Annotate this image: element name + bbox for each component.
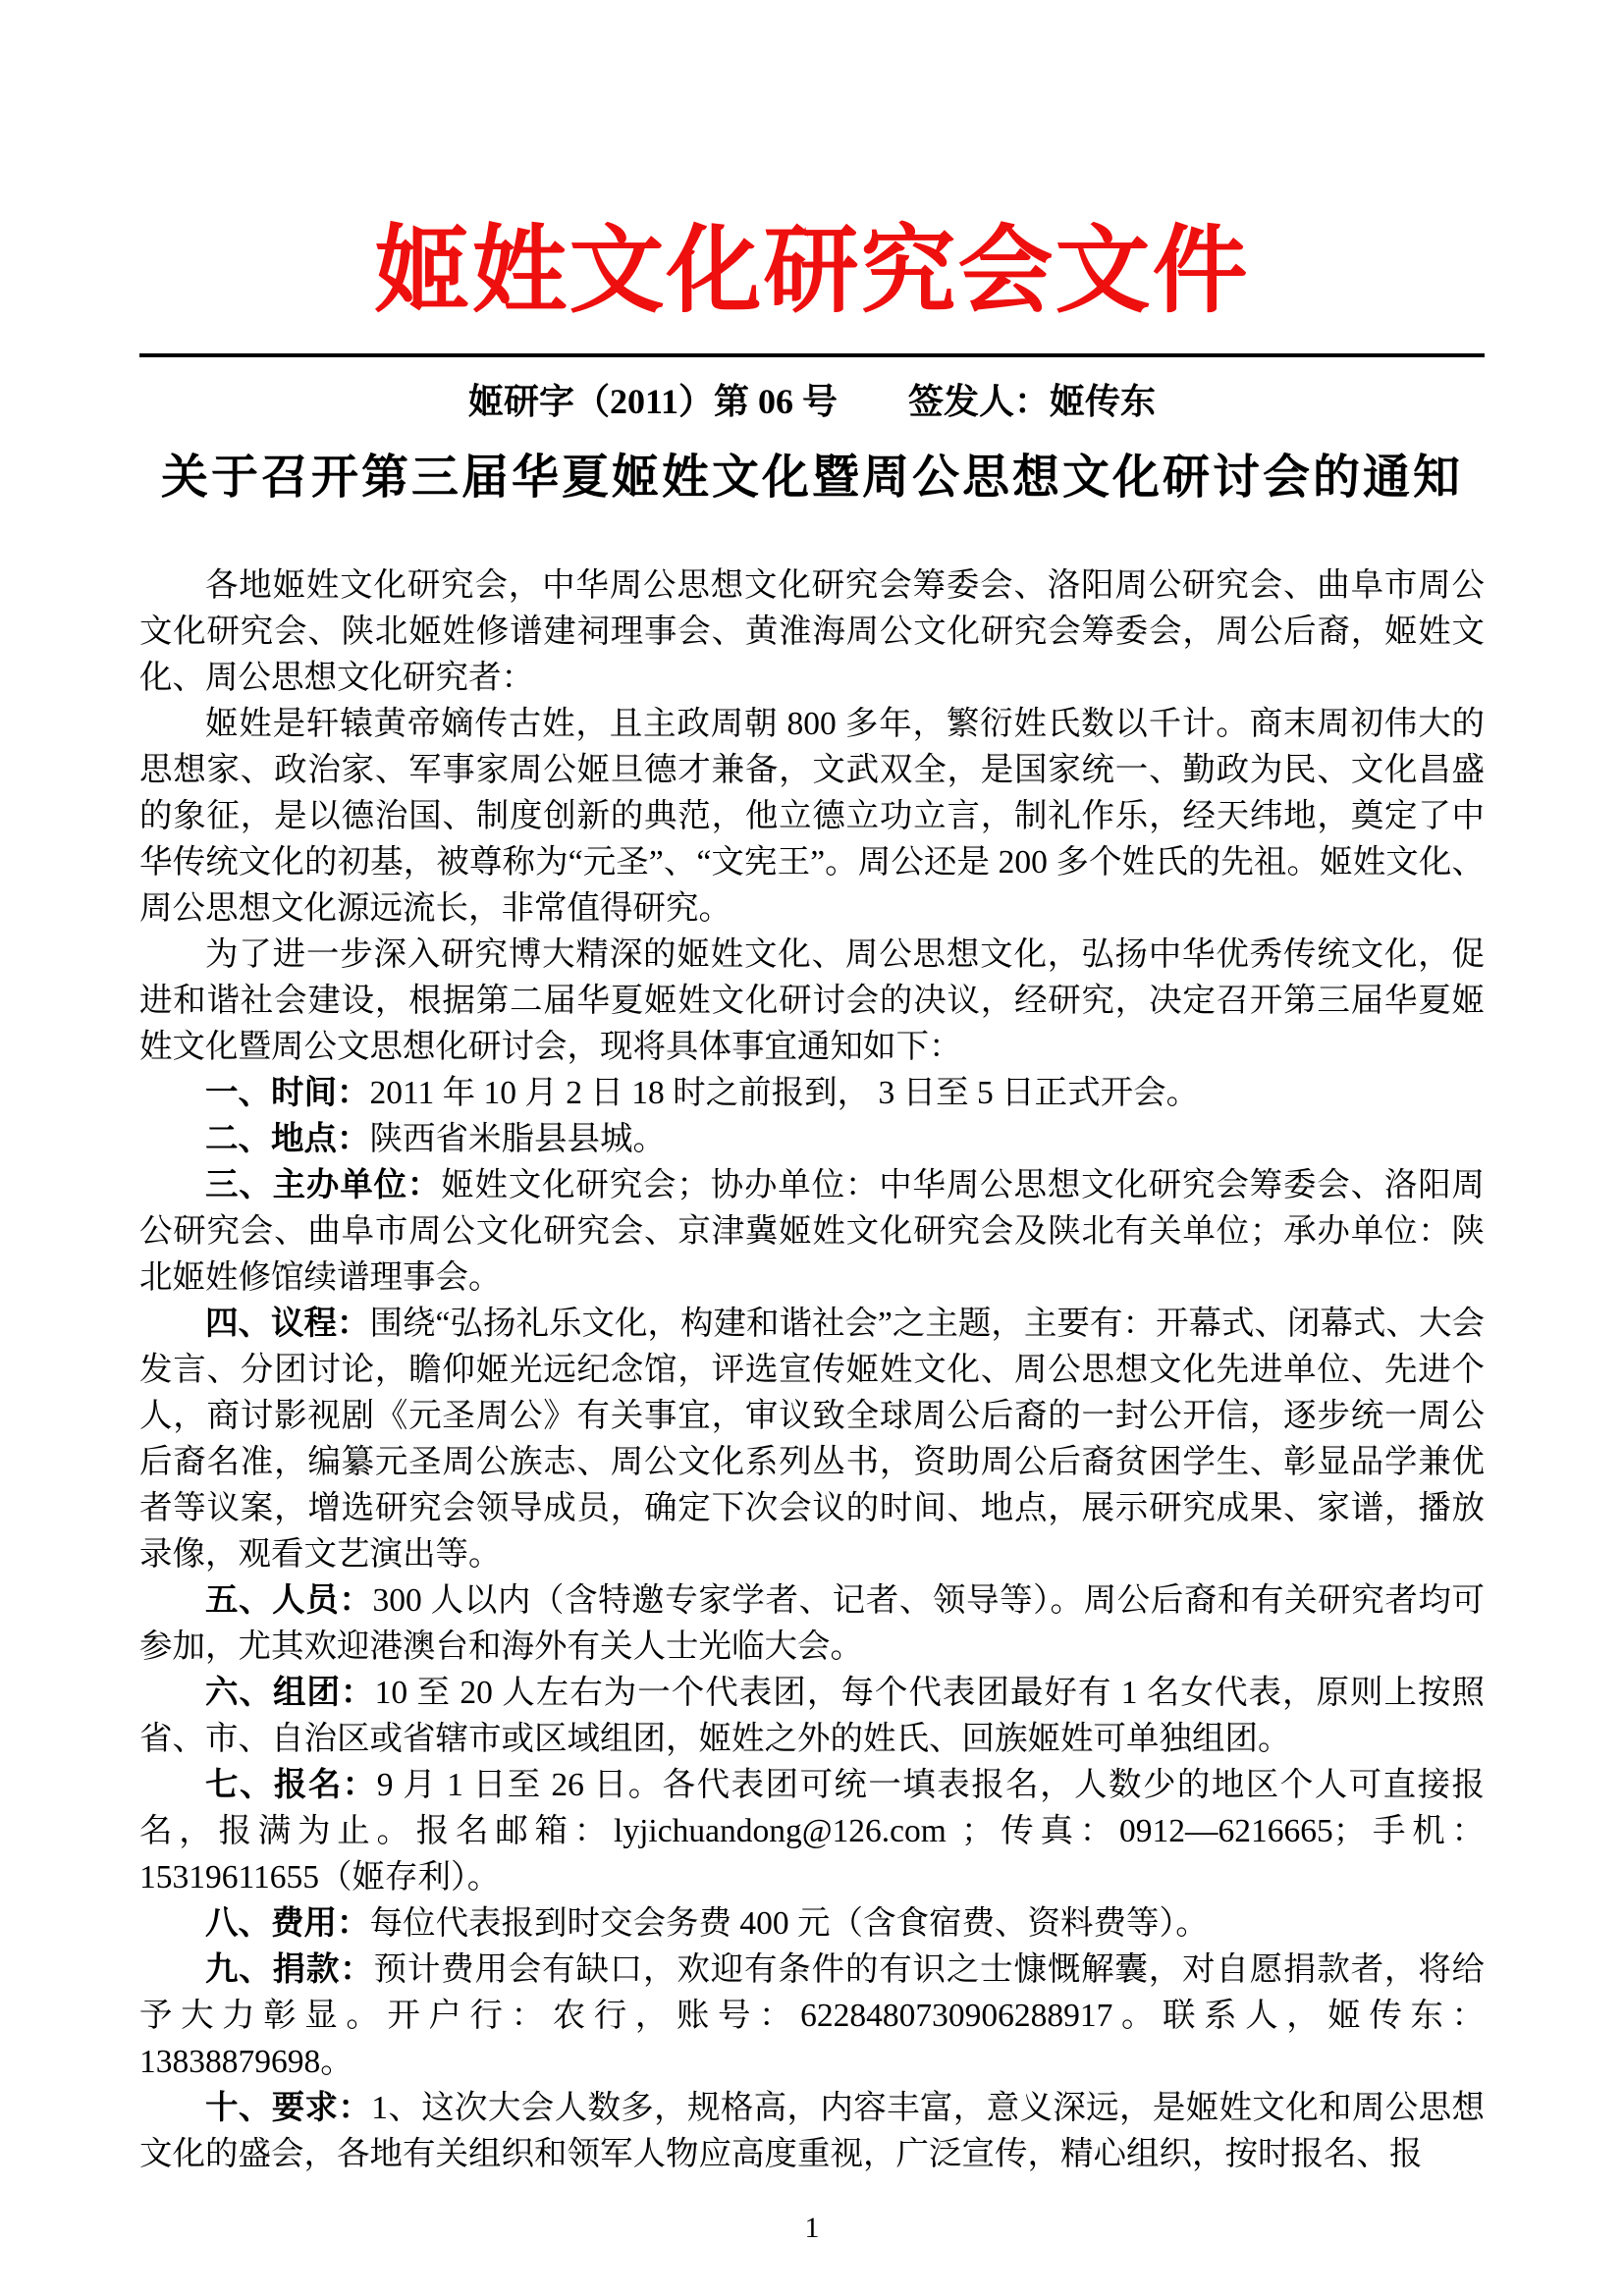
paragraph-text: 陕西省米脂县县城。 bbox=[369, 1121, 666, 1158]
item-label: 三、主办单位： bbox=[205, 1167, 442, 1204]
paragraph-text: 每位代表报到时交会务费 400 元（含食宿费、资料费等）。 bbox=[369, 1905, 1209, 1943]
paragraph-text: 2011 年 10 月 2 日 18 时之前报到， 3 日至 5 日正式开会。 bbox=[369, 1075, 1200, 1112]
masthead-title: 姬姓文化研究会文件 bbox=[374, 219, 1250, 324]
paragraph bbox=[139, 1762, 1485, 1900]
item-label: 八、费用： bbox=[205, 1905, 370, 1943]
paragraph-text: 姬姓文化研究会；协办单位：中华周公思想文化研究会筹委会、洛阳周公研究会、曲阜市周公文化研究会、京津冀姬姓文化研究会及陕北有关单位；承办单位：陕北姬姓修馆续谱理事会。 bbox=[139, 1167, 1486, 1297]
paragraph bbox=[139, 1162, 1485, 1301]
paragraph-text: 10 至 20 人左右为一个代表团，每个代表团最好有 1 名女代表，原则上按照省、市、自治区或省辖市或区域组团，姬姓之外的姓氏、回族姬姓可单独组团。 bbox=[139, 1675, 1486, 1758]
doc-number-line bbox=[139, 379, 1485, 425]
paragraph-text: 各地姬姓文化研究会，中华周公思想文化研究会筹委会、洛阳周公研究会、曲阜市周公文化研究会、陕北姬姓修谱建祠理事会、黄淮海周公文化研究会筹委会，周公后裔，姬姓文化、周公思想文化研究者： bbox=[139, 567, 1485, 697]
paragraph-text: 预计费用会有缺口，欢迎有条件的有识之士慷慨解囊，对自愿捐款者，将给予大力彰显。开户行：农行，账号：6228480730906288917。联系人，姬传东：13838879698。 bbox=[139, 1951, 1486, 2081]
paragraph bbox=[139, 1947, 1485, 2085]
item-label: 四、议程： bbox=[205, 1306, 370, 1343]
paragraph bbox=[139, 1577, 1485, 1670]
document-body bbox=[139, 562, 1485, 2177]
item-label: 七、报名： bbox=[205, 1767, 377, 1804]
item-label: 一、时间： bbox=[205, 1075, 370, 1112]
issuer: 签发人：姬传东 bbox=[908, 382, 1157, 422]
masthead-divider bbox=[139, 353, 1485, 357]
paragraph-text: 300 人以内（含特邀专家学者、记者、领导等）。周公后裔和有关研究者均可参加，尤其欢迎港澳台和海外有关人士光临大会。 bbox=[139, 1582, 1486, 1666]
paragraph-text: 围绕“弘扬礼乐文化，构建和谐社会”之主题，主要有：开幕式、闭幕式、大会发言、分团讨论，瞻仰姬光远纪念馆，评选宣传姬姓文化、周公思想文化先进单位、先进个人，商讨影视剧《元圣周公》有关事宜，审议致全球周公后裔的一封公开信，逐步统一周公后裔名准，编纂元圣周公族志、周公文化系列丛书，资助周公后裔贫困学生、彰显品学兼优者等议案，增选研究会领导成员，确定下次会议的时间、地点，展示研究成果、家谱，播放录像，观看文艺演出等。 bbox=[139, 1306, 1486, 1574]
paragraph bbox=[139, 1116, 1485, 1162]
paragraph bbox=[139, 1670, 1485, 1762]
doc-number: 姬研字（2011）第 06 号 bbox=[467, 382, 838, 422]
document-title: 关于召开第三届华夏姬姓文化暨周公思想文化研讨会的通知 bbox=[160, 452, 1463, 505]
paragraph bbox=[139, 2085, 1485, 2177]
item-label: 九、捐款： bbox=[205, 1951, 374, 1989]
item-label: 十、要求： bbox=[205, 2090, 372, 2127]
paragraph bbox=[139, 1070, 1485, 1116]
item-label: 六、组团： bbox=[205, 1675, 375, 1712]
paragraph bbox=[139, 562, 1485, 701]
paragraph bbox=[139, 1900, 1485, 1947]
page-number: 1 bbox=[804, 2212, 820, 2244]
paragraph-text: 9 月 1 日至 26 日。各代表团可统一填表报名，人数少的地区个人可直接报名，报满为止。报名邮箱：lyjichuandong@126.com ；传真：0912—6216665；手机：15319611655（姬存利）。 bbox=[139, 1767, 1486, 1896]
item-label: 二、地点： bbox=[205, 1121, 370, 1158]
paragraph bbox=[139, 1301, 1485, 1577]
paragraph bbox=[139, 701, 1485, 932]
item-label: 五、人员： bbox=[205, 1582, 373, 1620]
paragraph-text: 1、这次大会人数多，规格高，内容丰富，意义深远，是姬姓文化和周公思想文化的盛会，各地有关组织和领军人物应高度重视，广泛宣传，精心组织，按时报名、报 bbox=[139, 2090, 1486, 2173]
paragraph bbox=[139, 932, 1485, 1070]
paragraph-text: 姬姓是轩辕黄帝嫡传古姓，且主政周朝 800 多年，繁衍姓氏数以千计。商末周初伟大的思想家、政治家、军事家周公姬旦德才兼备，文武双全，是国家统一、勤政为民、文化昌盛的象征，是以德治国、制度创新的典范，他立德立功立言，制礼作乐，经天纬地，奠定了中华传统文化的初基，被尊称为“元圣”、“文宪王”。周公还是 200 多个姓氏的先祖。姬姓文化、周公思想文化源远流长，非常值得研究。 bbox=[139, 706, 1485, 928]
paragraph-text: 为了进一步深入研究博大精深的姬姓文化、周公思想文化，弘扬中华优秀传统文化，促进和谐社会建设，根据第二届华夏姬姓文化研讨会的决议，经研究，决定召开第三届华夏姬姓文化暨周公文思想化研讨会，现将具体事宜通知如下： bbox=[139, 936, 1485, 1066]
